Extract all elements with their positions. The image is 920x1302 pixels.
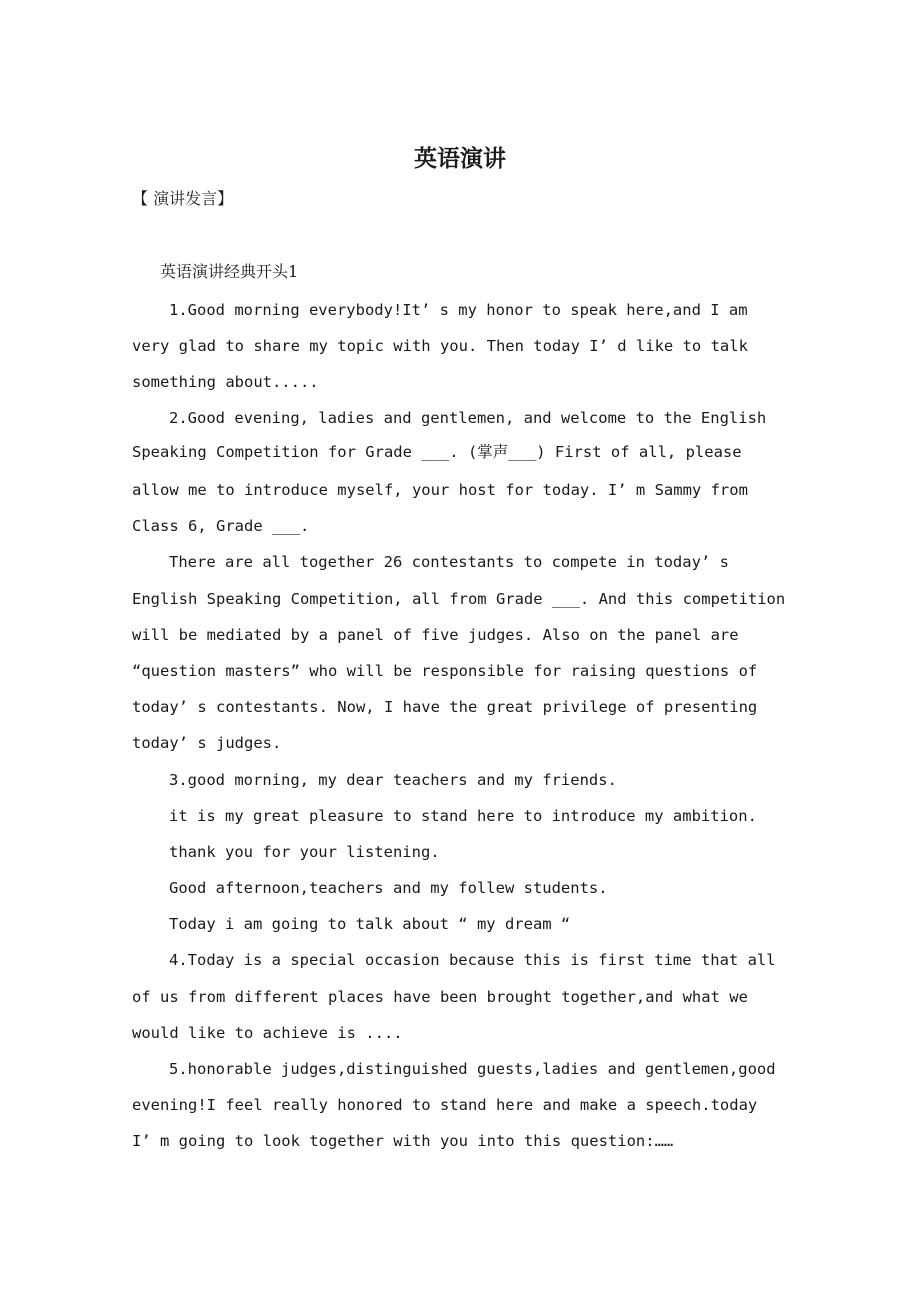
text-line: English Speaking Competition, all from Grade ___. And this competition [132, 590, 786, 608]
text-line: 4.Today is a special occasion because this is first time that all [169, 951, 776, 969]
text-line: thank you for your listening. [169, 843, 440, 861]
text-line: Class 6, Grade ___. [132, 517, 310, 535]
section-label: 【 演讲发言】 [132, 189, 234, 208]
text-line: 5.honorable judges,distinguished guests,ladies and gentlemen,good [169, 1060, 776, 1078]
text-line: today’ s judges. [132, 734, 282, 752]
text-line: evening!I feel really honored to stand here and make a speech.today [132, 1096, 758, 1114]
subheading: 英语演讲经典开头1 [160, 262, 299, 281]
text-line: of us from different places have been brought together,and what we [132, 988, 748, 1006]
document-title: 英语演讲 [414, 145, 506, 172]
text-line: it is my great pleasure to stand here to introduce my ambition. [169, 807, 757, 825]
text-line: today’ s contestants. Now, I have the great privilege of presenting [132, 698, 758, 716]
text-line: allow me to introduce myself, your host for today. I’ m Sammy from [132, 481, 748, 499]
text-line: very glad to share my topic with you. Then today I’ d like to talk [132, 337, 748, 355]
text-line: something about..... [132, 373, 319, 391]
text-line: Today i am going to talk about “ my dream “ [169, 915, 571, 933]
text-line: “question masters” who will be responsible for raising questions of [132, 662, 758, 680]
text-line: 2.Good evening, ladies and gentlemen, and welcome to the English [169, 409, 767, 427]
text-line: 1.Good morning everybody!It’ s my honor to speak here,and I am [169, 301, 748, 319]
text-line: 3.good morning, my dear teachers and my friends. [169, 771, 617, 789]
text-line: Speaking Competition for Grade ___. (掌声___) First of all, please [132, 443, 742, 461]
text-line: Good afternoon,teachers and my follew students. [169, 879, 608, 897]
text-line: There are all together 26 contestants to compete in today’ s [169, 553, 729, 571]
text-line: would like to achieve is .... [132, 1024, 403, 1042]
text-line: I’ m going to look together with you into this question:…… [132, 1132, 674, 1150]
text-line: will be mediated by a panel of five judges. Also on the panel are [132, 626, 739, 644]
